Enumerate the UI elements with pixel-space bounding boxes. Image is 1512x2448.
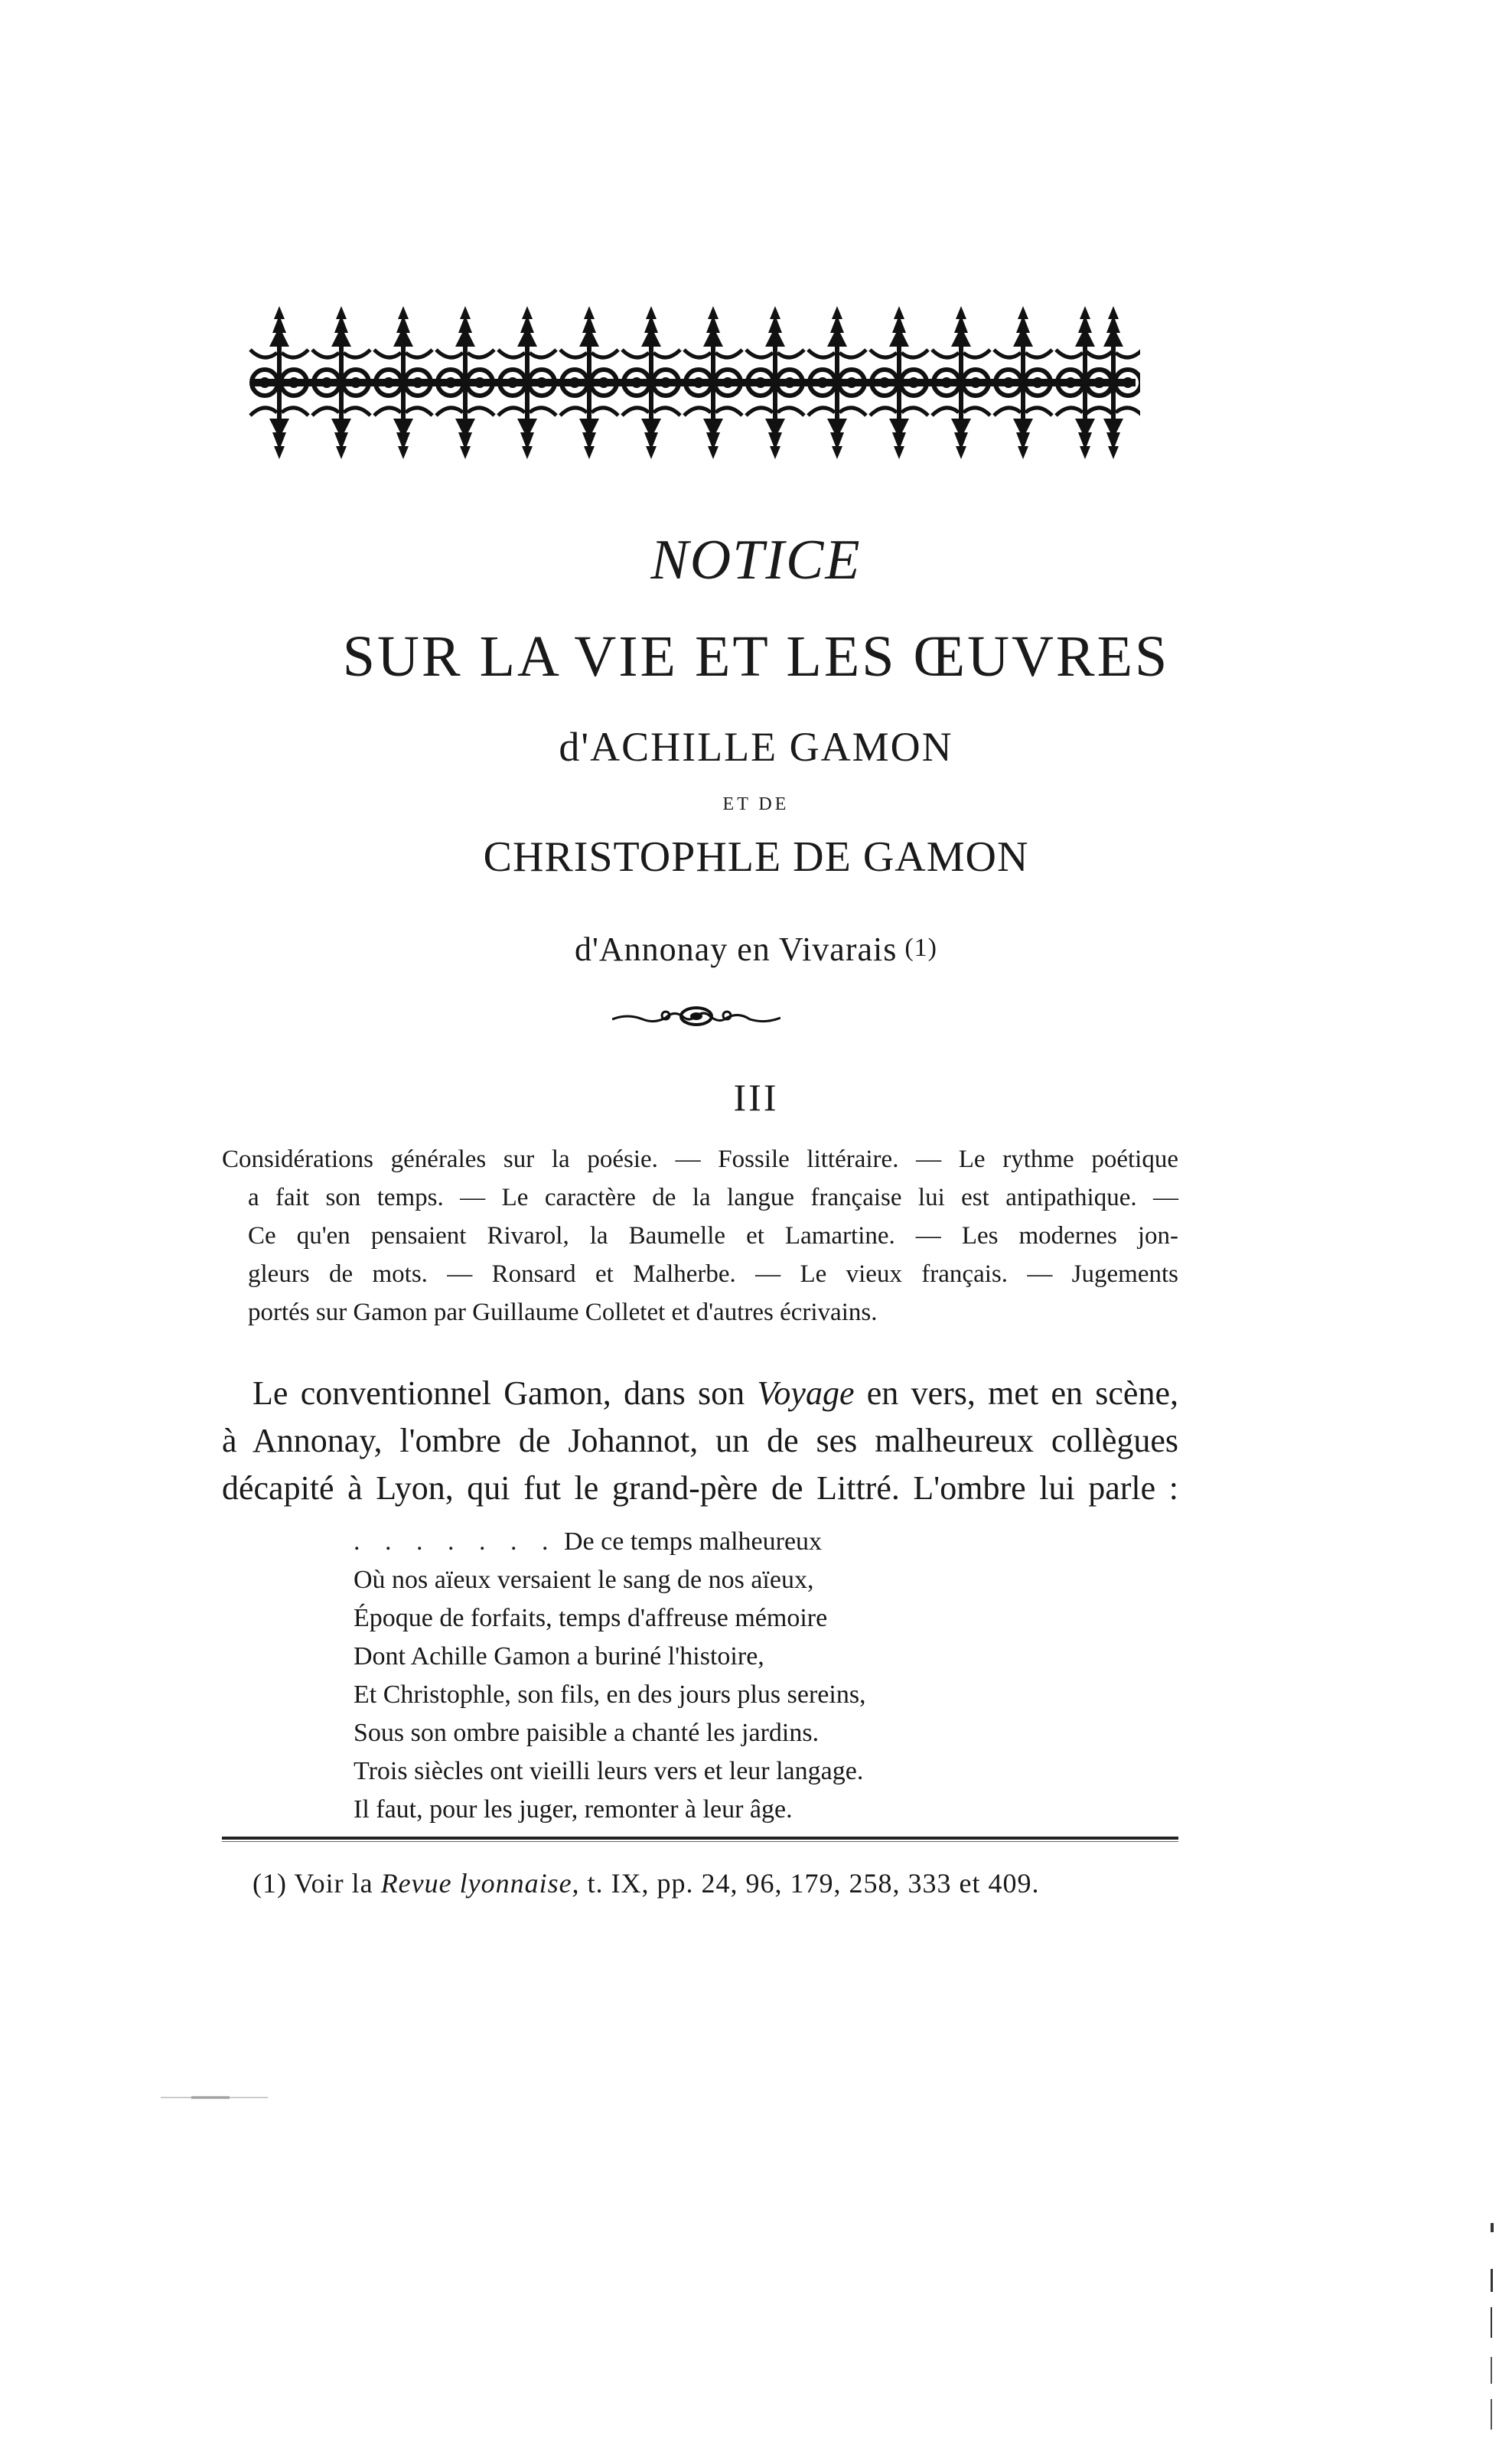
fleuron-divider-ornament <box>612 1002 780 1033</box>
footnote-separator-rule-thin <box>222 1841 1178 1842</box>
summary-line: gleurs de mots. — Ronsard et Malherbe. — Le vieux français. — Jugements <box>248 1260 1178 1288</box>
summary-line: portés sur Gamon par Guillaume Colletet et d'autres écrivains. <box>248 1299 878 1326</box>
summary-line: a fait son temps. — Le caractère de la langue française lui est antipathique. — <box>248 1184 1178 1211</box>
footnote-suffix: t. IX, pp. 24, 96, 179, 258, 333 et 409. <box>579 1868 1040 1899</box>
notice-heading: NOTICE <box>650 529 862 592</box>
verse-line: Époque de forfaits, temps d'affreuse mémoire <box>354 1604 828 1632</box>
voyage-title-italic: Voyage <box>757 1374 855 1412</box>
scan-margin-marks <box>1488 2223 1496 2430</box>
body-text-segment: en vers, met en scène, <box>854 1374 1178 1412</box>
section-number: III <box>733 1076 779 1119</box>
verse-line: Trois siècles ont vieilli leurs vers et leur langage. <box>354 1757 864 1785</box>
verse-quotation <box>354 1523 1042 1829</box>
body-line: à Annonay, l'ombre de Johannot, un de ses malheureux collègues <box>222 1422 1178 1459</box>
verse-line: Dont Achille Gamon a buriné l'histoire, <box>354 1642 764 1671</box>
footnote-prefix: (1) Voir la <box>253 1868 381 1899</box>
footnote <box>253 1867 1040 1899</box>
title-achille-gamon: d'ACHILLE GAMON <box>559 724 953 770</box>
title-annonay <box>0 930 1512 969</box>
body-line: décapité à Lyon, qui fut le grand-père de Littré. L'ombre lui parle : <box>222 1469 1178 1507</box>
scan-smudge-mark <box>161 2095 268 2100</box>
title-main: SUR LA VIE ET LES ŒUVRES <box>342 624 1170 689</box>
verse-line: Et Christophle, son fils, en des jours plus sereins, <box>354 1680 866 1709</box>
decorative-headpiece-ornament <box>249 302 1140 463</box>
summary-line: Ce qu'en pensaient Rivarol, la Baumelle et Lamartine. — Les modernes jon- <box>248 1222 1178 1250</box>
verse-line: Il faut, pour les juger, remonter à leur âge. <box>354 1795 793 1824</box>
verse-line: Où nos aïeux versaient le sang de nos aïeux, <box>354 1566 814 1594</box>
footnote-journal-title: Revue lyonnaise, <box>380 1868 580 1899</box>
chapter-summary <box>222 1140 1178 1332</box>
title-christophle-de-gamon: CHRISTOPHLE DE GAMON <box>483 833 1029 881</box>
title-et-de: ET DE <box>722 794 790 814</box>
footnote-separator-rule <box>222 1837 1178 1840</box>
verse-line <box>354 1523 1042 1561</box>
verse-first-line-text: De ce temps malheureux <box>564 1527 823 1556</box>
summary-line: Considérations générales sur la poésie. — Fossile littéraire. — Le rythme poétique <box>222 1146 1178 1173</box>
verse-line: Sous son ombre paisible a chanté les jardins. <box>354 1719 820 1747</box>
body-text-segment: Le conventionnel Gamon, dans son <box>253 1374 758 1412</box>
footnote-reference: (1) <box>904 934 938 962</box>
body-paragraph <box>222 1370 1178 1512</box>
title-annonay-text: d'Annonay en Vivarais <box>574 931 898 968</box>
body-line <box>222 1370 1178 1417</box>
verse-ellipsis-dots: . . . . . . . <box>354 1527 558 1556</box>
